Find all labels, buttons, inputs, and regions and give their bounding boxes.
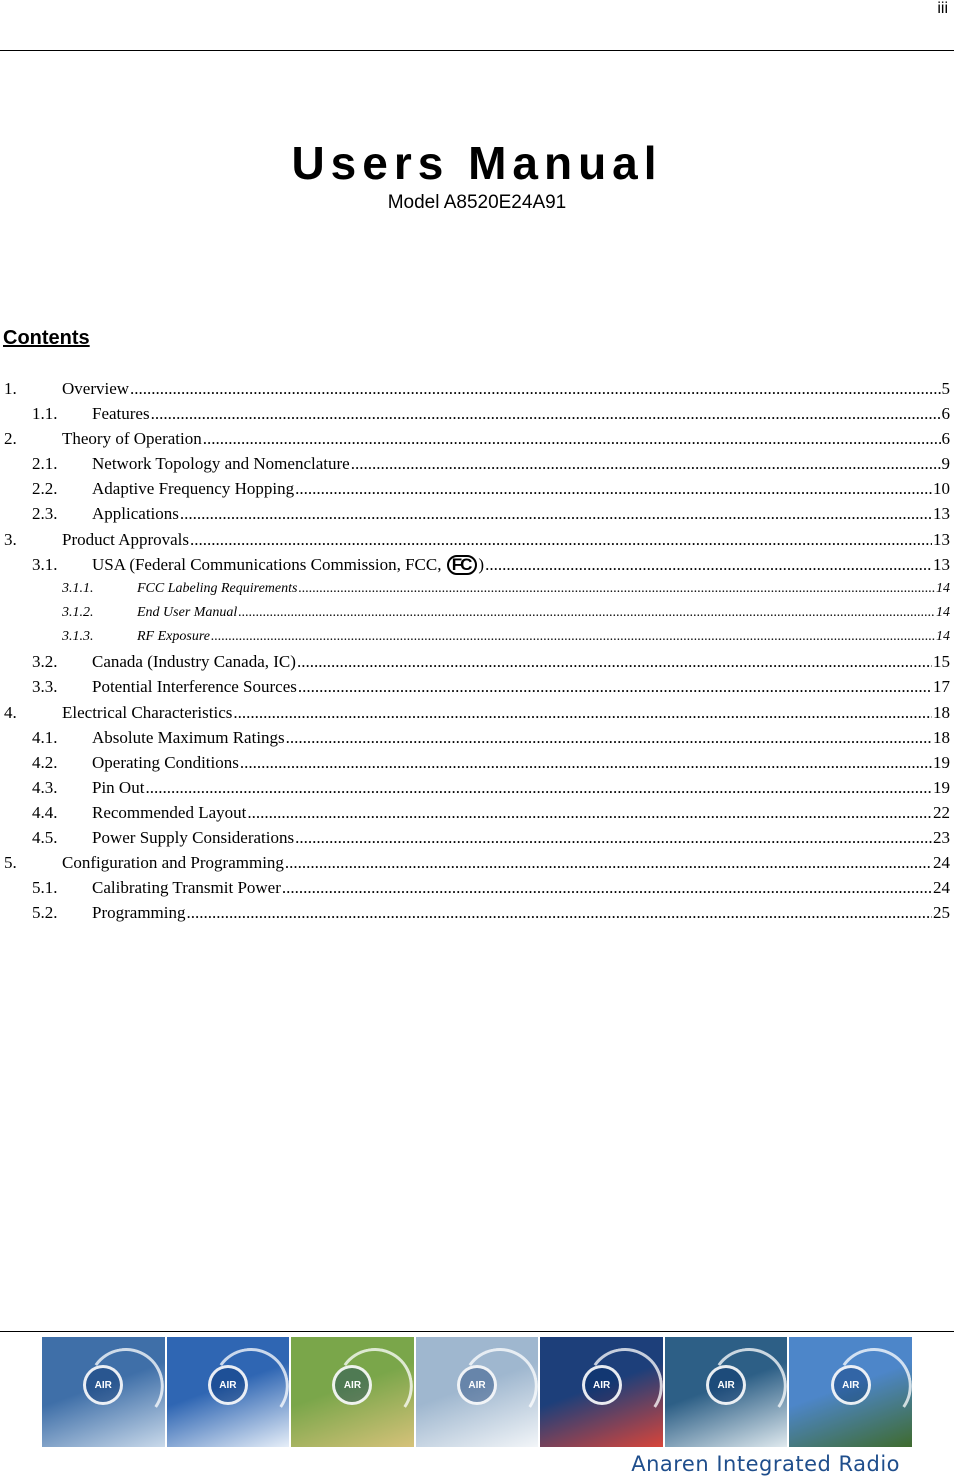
toc-entry-number: 4.4. <box>32 802 58 822</box>
toc-entry-title: Programming <box>92 903 186 923</box>
toc-entry[interactable] <box>0 451 954 476</box>
toc-entry[interactable] <box>0 674 954 699</box>
toc-entry[interactable] <box>0 501 954 526</box>
toc-entry-title: Potential Interference Sources <box>92 677 297 697</box>
banner-panel-windsurfer <box>540 1337 663 1447</box>
air-logo-icon: AIR <box>332 1365 372 1405</box>
banner-panel-skateboarder <box>42 1337 165 1447</box>
toc-leader-dots <box>151 401 941 426</box>
footer-banner <box>42 1337 912 1447</box>
toc-entry-title: Network Topology and Nomenclature <box>92 454 350 474</box>
toc-entry-title: Electrical Characteristics <box>62 702 233 722</box>
toc-leader-dots <box>298 577 935 601</box>
toc-entry-page: 22 <box>933 802 950 822</box>
toc-entry-number: 5.2. <box>32 903 58 923</box>
header-rule <box>0 50 954 51</box>
toc-entry-page: 24 <box>933 853 950 873</box>
toc-entry[interactable] <box>0 376 954 401</box>
toc-entry-number: 2.3. <box>32 504 58 524</box>
toc-leader-dots <box>351 451 941 476</box>
toc-entry-number: 5. <box>4 853 17 873</box>
toc-entry-title: RF Exposure <box>137 629 210 645</box>
toc-entry-number: 1.1. <box>32 404 58 424</box>
air-logo-icon: AIR <box>831 1365 871 1405</box>
toc-entry-title: Product Approvals <box>62 529 190 549</box>
toc-entry-number: 3.1.1. <box>62 580 94 596</box>
banner-panel-kayaker <box>665 1337 788 1447</box>
air-logo-icon: AIR <box>83 1365 123 1405</box>
toc-entry-page: 18 <box>933 727 950 747</box>
toc-entry-page: 6 <box>941 429 950 449</box>
toc-entry-title: Configuration and Programming <box>62 853 284 873</box>
air-logo-icon: AIR <box>208 1365 248 1405</box>
toc-leader-dots <box>485 552 932 577</box>
toc-leader-dots <box>295 476 932 501</box>
toc-entry[interactable] <box>0 426 954 451</box>
toc-entry-page: 9 <box>941 454 950 474</box>
toc-leader-dots <box>180 501 932 526</box>
toc-entry-title: Operating Conditions <box>92 752 239 772</box>
toc-entry[interactable] <box>0 875 954 900</box>
toc-leader-dots <box>282 875 932 900</box>
toc-entry-page: 5 <box>941 379 950 398</box>
toc-entry-title: Theory of Operation <box>62 429 202 449</box>
toc-entry-number: 2. <box>4 429 17 449</box>
toc-entry[interactable] <box>0 900 954 925</box>
toc-entry-title: Adaptive Frequency Hopping <box>92 479 295 499</box>
toc-entry-title: USA (Federal Communications Commission, FCC, FC ) <box>92 554 485 574</box>
banner-panel-skier <box>167 1337 290 1447</box>
banner-panel-wakeboarder <box>789 1337 912 1447</box>
toc-entry-title: Pin Out <box>92 777 145 797</box>
toc-leader-dots <box>145 775 932 800</box>
footer-rule <box>0 1331 954 1332</box>
document-title: Users Manual <box>291 137 663 189</box>
brand-name: Anaren Integrated Radio <box>631 1452 900 1476</box>
toc-leader-dots <box>247 800 932 825</box>
banner-panel-snowboarder <box>416 1337 539 1447</box>
toc-entry-page: 19 <box>933 777 950 797</box>
toc-entry-number: 1. <box>4 379 17 398</box>
toc-entry-title: Absolute Maximum Ratings <box>92 727 285 747</box>
toc-entry-title: Calibrating Transmit Power <box>92 878 281 898</box>
toc-entry[interactable] <box>0 800 954 825</box>
toc-entry[interactable] <box>0 552 954 577</box>
toc-leader-dots <box>130 376 940 401</box>
toc-entry[interactable] <box>0 649 954 674</box>
toc-entry[interactable] <box>0 527 954 552</box>
toc-entry-title: End User Manual <box>137 604 238 620</box>
toc-entry-number: 3.1.2. <box>62 604 94 620</box>
toc-entry[interactable] <box>0 577 954 601</box>
toc-entry-page: 14 <box>936 629 950 645</box>
toc-leader-dots <box>298 674 932 699</box>
toc-entry-number: 4.2. <box>32 752 58 772</box>
air-logo-icon: AIR <box>582 1365 622 1405</box>
toc-entry-number: 4.3. <box>32 777 58 797</box>
toc-entry-number: 4.5. <box>32 827 58 847</box>
toc-entry[interactable] <box>0 775 954 800</box>
toc-entry[interactable] <box>0 850 954 875</box>
toc-entry-number: 3.2. <box>32 652 58 672</box>
toc-entry[interactable] <box>0 625 954 649</box>
toc-entry-page: 13 <box>933 529 950 549</box>
air-logo-icon: AIR <box>706 1365 746 1405</box>
toc-entry-page: 19 <box>933 752 950 772</box>
toc-entry[interactable] <box>0 750 954 775</box>
toc-entry-title: Applications <box>92 504 179 524</box>
toc-entry-title: Power Supply Considerations <box>92 827 295 847</box>
air-logo-icon: AIR <box>457 1365 497 1405</box>
toc-entry-page: 13 <box>933 554 950 574</box>
toc-entry-title: Recommended Layout <box>92 802 247 822</box>
table-of-contents <box>0 376 954 925</box>
toc-entry-number: 4.1. <box>32 727 58 747</box>
toc-entry[interactable] <box>0 700 954 725</box>
document-subtitle: Model A8520E24A91 <box>387 192 567 213</box>
toc-entry-number: 2.2. <box>32 479 58 499</box>
toc-entry-title: Features <box>92 404 150 424</box>
toc-leader-dots <box>233 700 932 725</box>
toc-entry[interactable] <box>0 825 954 850</box>
contents-heading: Contents <box>3 327 90 349</box>
toc-leader-dots <box>187 900 933 925</box>
page-number: iii <box>937 0 948 17</box>
toc-entry[interactable] <box>0 476 954 501</box>
toc-leader-dots <box>285 850 932 875</box>
toc-entry-number: 2.1. <box>32 454 58 474</box>
toc-entry-number: 3.1.3. <box>62 629 94 645</box>
toc-entry-page: 15 <box>933 652 950 672</box>
toc-entry-title: Canada (Industry Canada, IC) <box>92 652 296 672</box>
toc-entry[interactable] <box>0 601 954 625</box>
toc-entry-page: 14 <box>936 580 950 596</box>
toc-entry-page: 25 <box>933 903 950 923</box>
toc-entry[interactable] <box>0 401 954 426</box>
toc-entry-number: 4. <box>4 702 17 722</box>
banner-panel-mountain-biker <box>291 1337 414 1447</box>
toc-entry-number: 3.3. <box>32 677 58 697</box>
toc-entry-page: 24 <box>933 878 950 898</box>
toc-entry[interactable] <box>0 725 954 750</box>
toc-leader-dots <box>240 750 932 775</box>
toc-entry-page: 18 <box>933 702 950 722</box>
toc-entry-number: 5.1. <box>32 878 58 898</box>
toc-entry-page: 17 <box>933 677 950 697</box>
toc-leader-dots <box>286 725 932 750</box>
toc-leader-dots <box>238 601 935 625</box>
toc-entry-page: 10 <box>933 479 950 499</box>
toc-entry-page: 6 <box>941 404 950 424</box>
toc-entry-page: 13 <box>933 504 950 524</box>
toc-entry-number: 3. <box>4 529 17 549</box>
toc-leader-dots <box>203 426 941 451</box>
toc-entry-title: FCC Labeling Requirements <box>137 580 298 596</box>
toc-entry-page: 23 <box>933 827 950 847</box>
fcc-logo-icon: FC <box>447 555 478 575</box>
toc-entry-title: Overview <box>62 379 130 398</box>
toc-entry-number: 3.1. <box>32 554 58 574</box>
toc-leader-dots <box>190 527 932 552</box>
toc-entry-page: 14 <box>936 604 950 620</box>
toc-leader-dots <box>295 825 932 850</box>
toc-leader-dots <box>211 625 935 649</box>
toc-leader-dots <box>297 649 932 674</box>
